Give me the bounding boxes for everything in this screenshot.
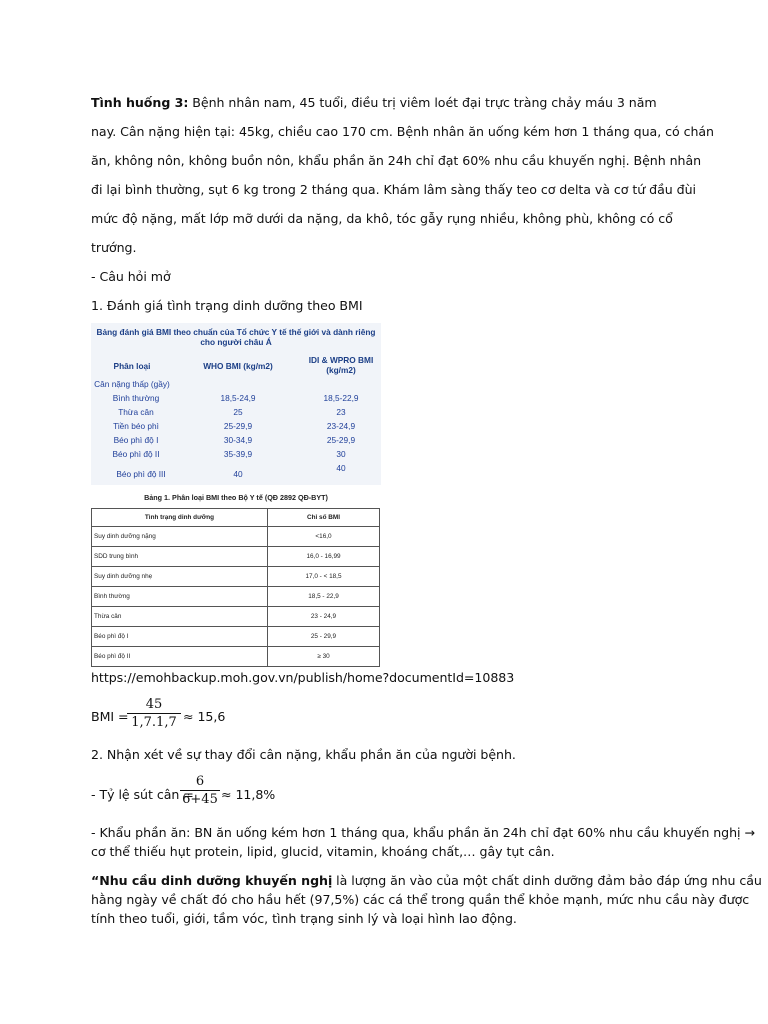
fraction-bar bbox=[127, 713, 181, 714]
loss-result: ≈ 11,8% bbox=[221, 787, 276, 802]
definition-rest: là lượng ăn vào của một chất dinh dưỡng đảm bảo đáp ứng nhu cầu bbox=[332, 873, 762, 888]
table-header-row bbox=[92, 509, 380, 527]
moh-cell-bmi: 25 - 29,9 bbox=[268, 627, 380, 647]
case-line: mức độ nặng, mất lớp mỡ dưới da nặng, da khô, tóc gẫy rụng nhiều, không phù, không có cổ bbox=[91, 211, 673, 226]
moh-bmi-table bbox=[91, 508, 380, 667]
table-row bbox=[92, 567, 380, 587]
who-row-idi: 18,5-22,9 bbox=[323, 393, 359, 403]
case-line: trướng. bbox=[91, 240, 137, 255]
who-table-title bbox=[91, 327, 381, 347]
moh-cell-bmi: ≥ 30 bbox=[268, 647, 380, 667]
who-col3-line-2: (kg/m2) bbox=[326, 365, 356, 375]
case-line: nay. Cân nặng hiện tại: 45kg, chiều cao 170 cm. Bệnh nhân ăn uống kém hơn 1 tháng qua, có chán bbox=[91, 124, 714, 139]
table-row bbox=[92, 647, 380, 667]
definition-line-1 bbox=[91, 873, 762, 888]
who-row-idi: 23-24,9 bbox=[326, 421, 356, 431]
loss-fraction bbox=[180, 774, 220, 807]
fraction-bar bbox=[180, 790, 220, 791]
who-row-who: 18,5-24,9 bbox=[220, 393, 256, 403]
definition-term: “Nhu cầu dinh dưỡng khuyến nghị bbox=[91, 873, 333, 888]
moh-cell-status: Suy dinh dưỡng nặng bbox=[92, 527, 268, 547]
bmi-prefix: BMI = bbox=[91, 709, 129, 724]
moh-cell-status: Suy dinh dưỡng nhẹ bbox=[92, 567, 268, 587]
who-col-header-classification: Phân loại bbox=[113, 361, 151, 371]
moh-cell-status: Bình thường bbox=[92, 587, 268, 607]
who-row-label: Béo phì độ I bbox=[113, 435, 159, 445]
table-row bbox=[92, 547, 380, 567]
moh-cell-status: Thừa cân bbox=[92, 607, 268, 627]
who-title-line-2: cho người châu Á bbox=[200, 337, 272, 347]
who-col-header-who: WHO BMI (kg/m2) bbox=[203, 361, 273, 371]
who-col-header-idi bbox=[296, 355, 386, 375]
moh-header-bmi: Chỉ số BMI bbox=[268, 509, 380, 527]
moh-cell-bmi: 16,0 - 16,99 bbox=[268, 547, 380, 567]
moh-cell-status: Béo phì độ II bbox=[92, 647, 268, 667]
who-row-idi: 25-29,9 bbox=[326, 435, 356, 445]
question-2: 2. Nhận xét về sự thay đổi cân nặng, khẩu phần ăn của người bệnh. bbox=[91, 747, 516, 762]
who-row-who: 25-29,9 bbox=[223, 421, 253, 431]
loss-numerator: 6 bbox=[195, 774, 205, 789]
table-row bbox=[92, 627, 380, 647]
case-line: ăn, không nôn, không buồn nôn, khẩu phần ăn 24h chỉ đạt 60% nhu cầu khuyến nghị. Bệnh nhân bbox=[91, 153, 702, 168]
loss-prefix: - Tỷ lệ sút cân = bbox=[91, 787, 194, 802]
bmi-numerator: 45 bbox=[145, 697, 163, 712]
moh-cell-bmi: 17,0 - < 18,5 bbox=[268, 567, 380, 587]
moh-cell-status: SDD trung bình bbox=[92, 547, 268, 567]
case-line-1 bbox=[91, 95, 657, 110]
who-bmi-table bbox=[91, 323, 381, 485]
who-col3-line-1: IDI & WPRO BMI bbox=[308, 355, 374, 365]
who-title-line-1: Bảng đánh giá BMI theo chuẩn của Tổ chức Y tế thế giới và dành riêng bbox=[96, 327, 376, 337]
who-row-idi: 40 bbox=[336, 463, 346, 473]
question-1: 1. Đánh giá tình trạng dinh dưỡng theo BMI bbox=[91, 298, 363, 313]
who-row-idi: 23 bbox=[336, 407, 346, 417]
moh-cell-status: Béo phì độ I bbox=[92, 627, 268, 647]
who-row-label: Tiền béo phì bbox=[113, 421, 159, 431]
table-row bbox=[92, 527, 380, 547]
bmi-fraction bbox=[127, 697, 181, 730]
moh-cell-bmi: 23 - 24,9 bbox=[268, 607, 380, 627]
intake-line-1: - Khẩu phần ăn: BN ăn uống kém hơn 1 tháng qua, khẩu phần ăn 24h chỉ đạt 60% nhu cầu khuyến nghị → bbox=[91, 825, 755, 840]
who-row-who: 30-34,9 bbox=[223, 435, 253, 445]
who-row-label: Cân nặng thấp (gầy) bbox=[94, 379, 170, 389]
definition-line-2: hằng ngày về chất đó cho hầu hết (97,5%) các cá thể trong quần thể khỏe mạnh, mức nhu cầu này được bbox=[91, 892, 750, 907]
who-row-who: 35-39,9 bbox=[223, 449, 253, 459]
case-label: Tình huống 3: bbox=[91, 95, 189, 110]
bmi-result: ≈ 15,6 bbox=[183, 709, 226, 724]
who-row-who: 40 bbox=[233, 469, 243, 479]
who-row-label: Thừa cân bbox=[118, 407, 154, 417]
open-question-heading: - Câu hỏi mở bbox=[91, 269, 171, 284]
moh-header-status: Tình trạng dinh dưỡng bbox=[92, 509, 268, 527]
who-row-idi: 30 bbox=[336, 449, 346, 459]
case-line: đi lại bình thường, sụt 6 kg trong 2 tháng qua. Khám lâm sàng thấy teo cơ delta và cơ tứ đầu đùi bbox=[91, 182, 697, 197]
who-row-label: Béo phì độ II bbox=[112, 449, 160, 459]
who-row-label: Béo phì độ III bbox=[116, 469, 166, 479]
who-row-who: 25 bbox=[233, 407, 243, 417]
table-row bbox=[92, 587, 380, 607]
bmi-denominator: 1,7.1,7 bbox=[131, 715, 177, 730]
definition-line-3: tính theo tuổi, giới, tầm vóc, tình trạng sinh lý và loại hình lao động. bbox=[91, 911, 517, 926]
who-row-label: Bình thường bbox=[112, 393, 160, 403]
moh-table-caption: Bảng 1. Phân loại BMI theo Bộ Y tế (QĐ 2892 QĐ-BYT) bbox=[144, 493, 328, 502]
loss-denominator: 6+45 bbox=[182, 792, 218, 807]
case-first-line: Bệnh nhân nam, 45 tuổi, điều trị viêm loét đại trực tràng chảy máu 3 năm bbox=[188, 95, 657, 110]
table-row bbox=[92, 607, 380, 627]
moh-cell-bmi: 18,5 - 22,9 bbox=[268, 587, 380, 607]
intake-line-2: cơ thể thiếu hụt protein, lipid, glucid, vitamin, khoáng chất,… gây tụt cân. bbox=[91, 844, 555, 859]
moh-cell-bmi: <16,0 bbox=[268, 527, 380, 547]
source-url: https://emohbackup.moh.gov.vn/publish/home?documentId=10883 bbox=[91, 670, 515, 685]
